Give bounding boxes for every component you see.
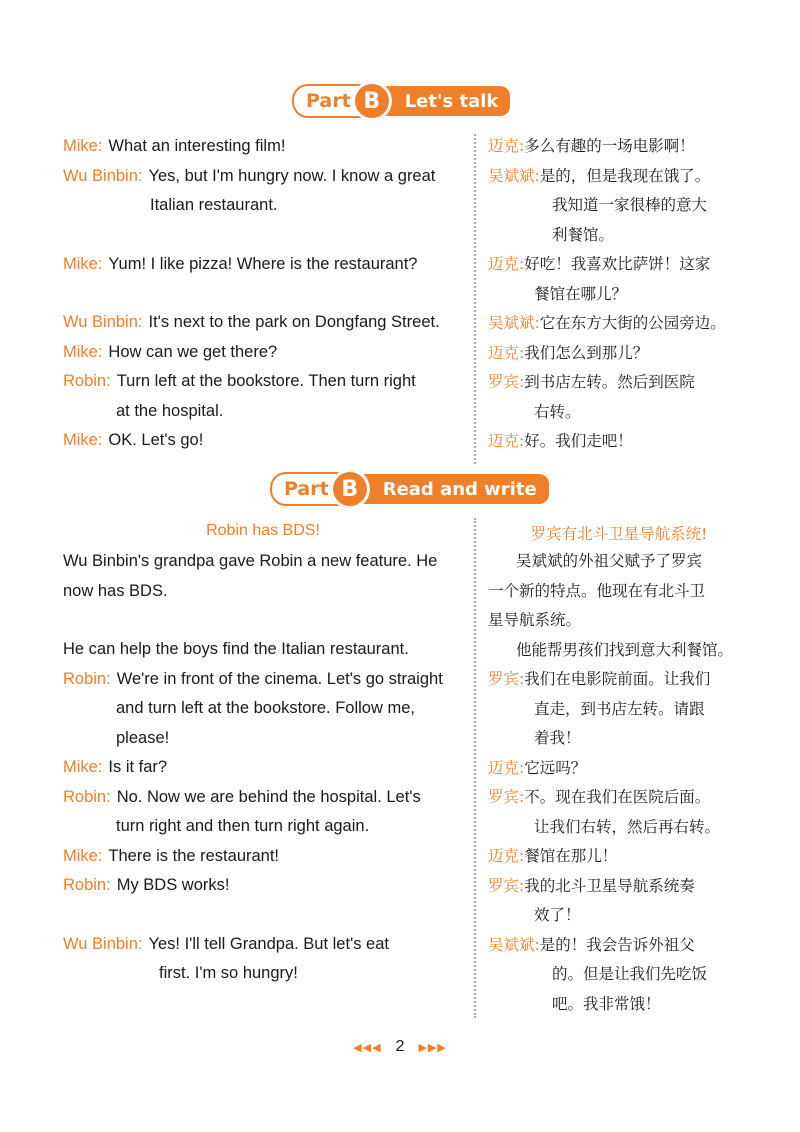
- dialogue-line-cn-cont: 利餐馆。: [552, 225, 615, 244]
- section-header-lets-talk: [292, 84, 510, 118]
- paragraph-line-cn: 一个新的特点。他现在有北斗卫: [488, 581, 706, 600]
- dialogue-line: Mike: OK. Let's go!: [63, 431, 204, 449]
- page-footer: [330, 1038, 470, 1056]
- dialogue-line-cn-cont: 着我！: [534, 729, 581, 747]
- section-title: Let's talk: [383, 86, 511, 116]
- dialogue-line-cn-cont: 我知道一家很棒的意大: [552, 196, 708, 214]
- dialogue-line-cn: 吴斌斌: 是的，但是我现在饿了。: [488, 166, 711, 185]
- dialogue-line: Robin: My BDS works!: [63, 876, 230, 894]
- dialogue-line-cont: at the hospital.: [116, 401, 224, 420]
- part-label: Part B: [292, 84, 383, 118]
- dialogue-line-cn-cont: 的。但是让我们先吃饭: [552, 965, 708, 983]
- talk-chinese-column: [488, 132, 748, 457]
- talk-english-column: [63, 132, 463, 456]
- dialogue-line-cn: 吴斌斌: 是的！我会告诉外祖父: [488, 935, 695, 954]
- dialogue-line-cn: 罗宾: 不。现在我们在医院后面。: [488, 788, 711, 806]
- dialogue-line-cn-cont: 餐馆在哪儿？: [534, 284, 628, 303]
- paragraph-line: Wu Binbin's grandpa gave Robin a new feature. He: [63, 552, 438, 570]
- dialogue-line-cn-cont: 右转。: [534, 402, 581, 421]
- dialogue-line-cn-cont: 效了！: [534, 906, 581, 924]
- dialogue-line: Mike: How can we get there?: [63, 342, 278, 361]
- dialogue-line-cont: Italian restaurant.: [150, 196, 278, 214]
- paragraph-line: now has BDS.: [63, 581, 168, 600]
- column-divider: [474, 134, 476, 464]
- left-arrows-icon: ◀◀◀: [353, 1041, 382, 1054]
- dialogue-line-cn: 迈克: 我们怎么到那儿？: [488, 343, 649, 362]
- dialogue-line: Robin: We're in front of the cinema. Let's go straight: [63, 669, 443, 688]
- dialogue-line: Wu Binbin: Yes! I'll tell Grandpa. But let's eat: [63, 934, 389, 953]
- read-chinese-column: [488, 547, 748, 1019]
- dialogue-line-cn: 迈克: 好吃！我喜欢比萨饼！这家: [488, 255, 711, 273]
- paragraph-line-cn: 吴斌斌的外祖父赋予了罗宾: [516, 552, 703, 570]
- dialogue-line-cn: 罗宾: 我的北斗卫星导航系统奏: [488, 876, 695, 895]
- dialogue-line: Mike: Is it far?: [63, 758, 168, 776]
- paragraph-line-cn: 星导航系统。: [488, 611, 582, 629]
- dialogue-line-cont: first. I'm so hungry!: [159, 964, 298, 982]
- paragraph-line: He can help the boys find the Italian restaurant.: [63, 640, 409, 658]
- part-badge: B: [333, 472, 367, 506]
- dialogue-line: Mike: There is the restaurant!: [63, 846, 280, 865]
- dialogue-line-cn: 迈克: 餐馆在那儿！: [488, 847, 618, 865]
- page-number: 2: [395, 1038, 405, 1055]
- dialogue-line: Mike: What an interesting film!: [63, 137, 286, 155]
- story-title-cn: 罗宾有北斗卫星导航系统!: [530, 525, 708, 543]
- story-title-en: Robin has BDS!: [206, 522, 320, 539]
- read-english-column: [63, 547, 463, 989]
- part-badge: B: [355, 84, 389, 118]
- dialogue-line: Wu Binbin: Yes, but I'm hungry now. I know a great: [63, 166, 436, 185]
- paragraph-line-cn: 他能帮男孩们找到意大利餐馆。: [516, 640, 734, 659]
- dialogue-line-cont: and turn left at the bookstore. Follow me,: [116, 699, 415, 717]
- section-title: Read and write: [361, 474, 549, 504]
- dialogue-line-cn: 罗宾: 我们在电影院前面。让我们: [488, 670, 711, 688]
- dialogue-line-cn: 迈克: 多么有趣的一场电影啊！: [488, 137, 695, 155]
- dialogue-line-cont: please!: [116, 728, 170, 747]
- dialogue-line: Wu Binbin: It's next to the park on Dongfang Street.: [63, 313, 440, 331]
- dialogue-line: Robin: No. Now we are behind the hospital. Let's: [63, 787, 421, 806]
- dialogue-line-cn: 迈克: 好。我们走吧！: [488, 432, 633, 450]
- dialogue-line-cn: 迈克: 它远吗？: [488, 758, 587, 777]
- dialogue-line-cn: 罗宾: 到书店左转。然后到医院: [488, 373, 695, 391]
- dialogue-line-cn-cont: 吧。我非常饿！: [552, 994, 661, 1013]
- dialogue-line-cn-cont: 让我们右转，然后再右转。: [534, 817, 721, 836]
- dialogue-line: Robin: Turn left at the bookstore. Then turn right: [63, 372, 416, 390]
- section-header-read-and-write: [270, 472, 549, 506]
- dialogue-line-cn: 吴斌斌: 它在东方大街的公园旁边。: [488, 314, 726, 332]
- dialogue-line-cont: turn right and then turn right again.: [116, 817, 370, 835]
- dialogue-line: Mike: Yum! I like pizza! Where is the restaurant?: [63, 254, 418, 273]
- dialogue-line-cn-cont: 直走，到书店左转。请跟: [534, 699, 705, 718]
- part-label: Part B: [270, 472, 361, 506]
- right-arrows-icon: ▶▶▶: [418, 1041, 447, 1054]
- column-divider: [474, 518, 476, 1018]
